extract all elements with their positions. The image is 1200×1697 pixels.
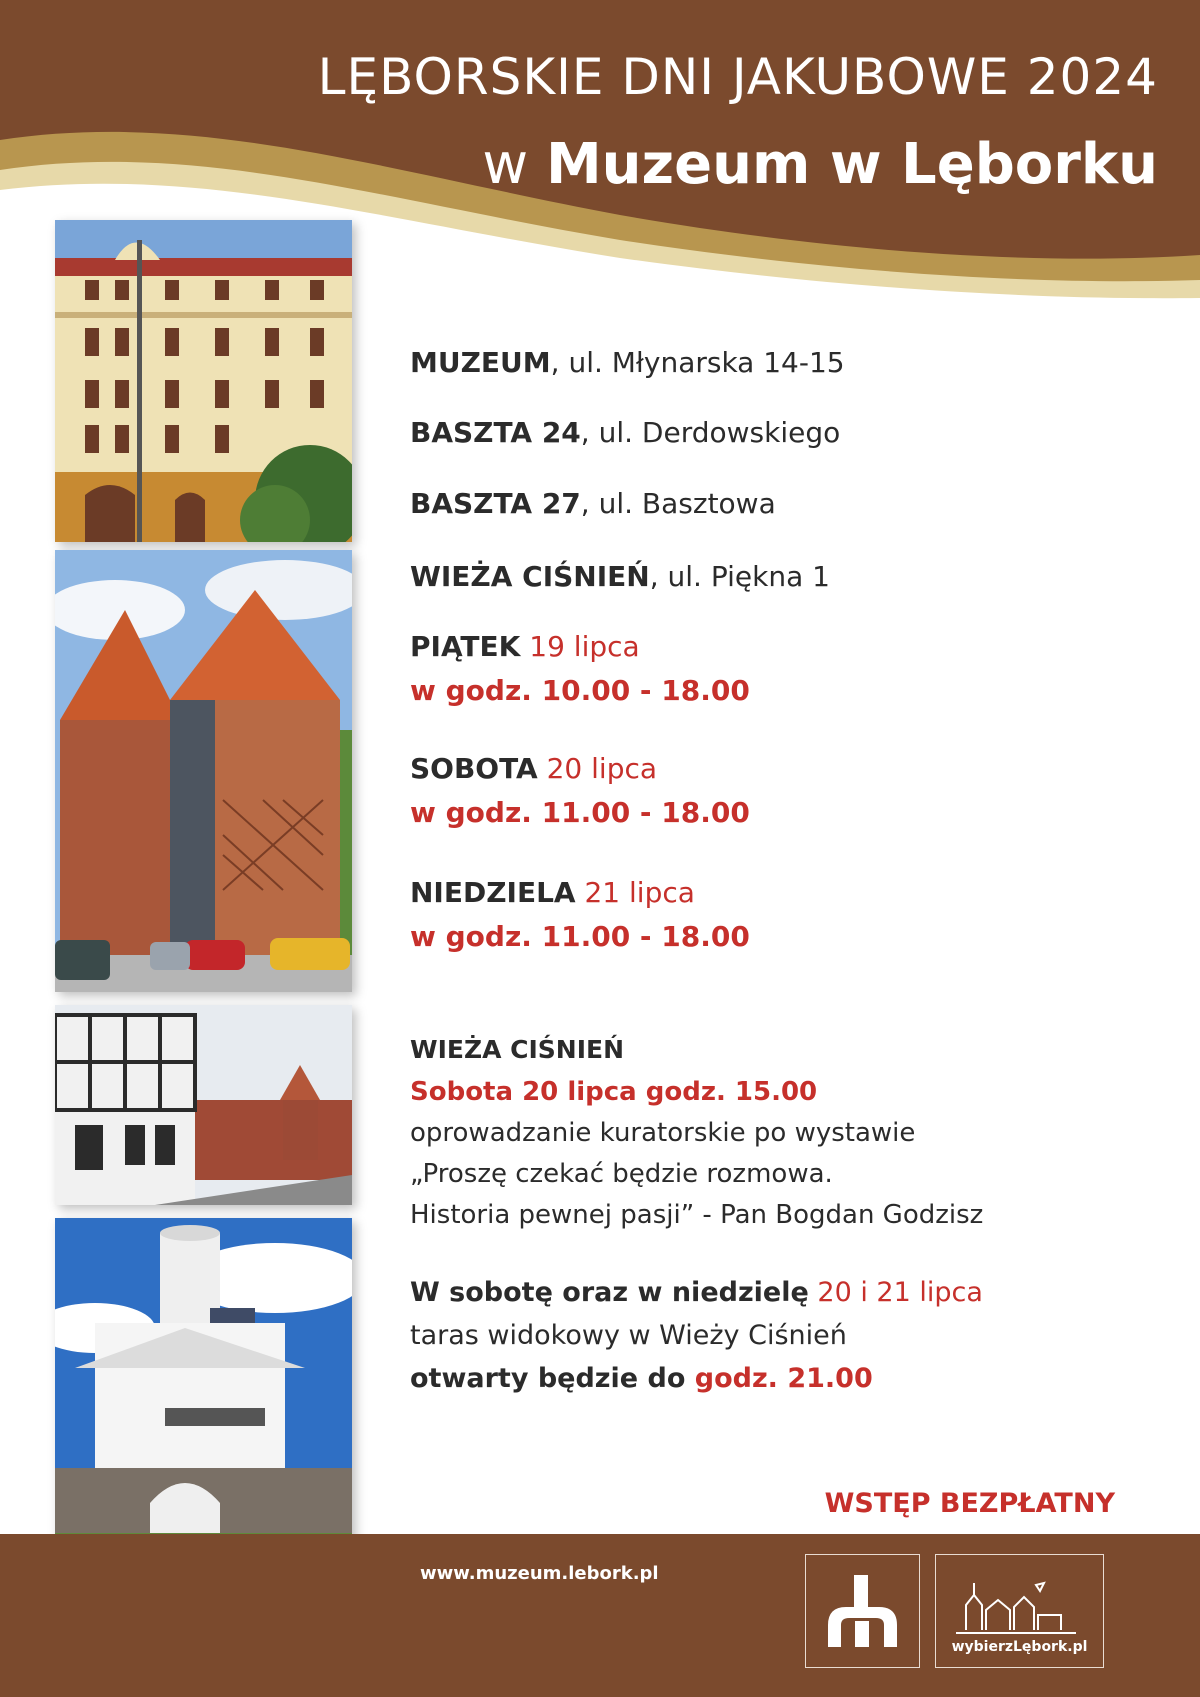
tour-heading: WIEŻA CIŚNIEŃ [410, 1035, 625, 1064]
schedule-sunday-hours: w godz. 11.00 - 18.00 [410, 920, 750, 953]
tour-when: Sobota 20 lipca godz. 15.00 [410, 1077, 818, 1107]
museum-logo [805, 1554, 920, 1668]
tour-line1: oprowadzanie kuratorskie po wystawie [410, 1118, 916, 1148]
location-museum: MUZEUM, ul. Młynarska 14-15 [410, 346, 845, 379]
terrace-line3: otwarty będzie do godz. 21.00 [410, 1363, 873, 1394]
tour-line3: Historia pewnej pasji” - Pan Bogdan Godzisz [410, 1200, 984, 1230]
museum-building-photo [55, 220, 352, 542]
wybierz-lebork-text: wybierzLębork.pl [951, 1639, 1088, 1655]
terrace-line2: taras widokowy w Wieży Ciśnień [410, 1320, 847, 1351]
wybierz-lebork-logo [935, 1554, 1104, 1668]
water-tower-photo [55, 1218, 352, 1558]
schedule-sunday-day: NIEDZIELA 21 lipca [410, 876, 695, 909]
location-baszta-27: BASZTA 27, ul. Basztowa [410, 487, 776, 520]
schedule-saturday-day: SOBOTA 20 lipca [410, 752, 658, 785]
schedule-friday-day: PIĄTEK 19 lipca [410, 630, 640, 663]
page-subtitle: w Muzeum w Lęborku [482, 132, 1158, 197]
schedule-saturday-hours: w godz. 11.00 - 18.00 [410, 796, 750, 829]
baszty-towers-photo [55, 550, 352, 992]
terrace-when: W sobotę oraz w niedzielę 20 i 21 lipca [410, 1277, 983, 1308]
location-baszta-24: BASZTA 24, ul. Derdowskiego [410, 416, 841, 449]
location-water-tower: WIEŻA CIŚNIEŃ, ul. Piękna 1 [410, 560, 830, 593]
schedule-friday-hours: w godz. 10.00 - 18.00 [410, 674, 750, 707]
free-entry-label: WSTĘP BEZPŁATNY [824, 1488, 1115, 1519]
tour-line2: „Proszę czekać będzie rozmowa. [410, 1159, 833, 1189]
page-title: LĘBORSKIE DNI JAKUBOWE 2024 [317, 48, 1158, 106]
website-link[interactable]: www.muzeum.lebork.pl [420, 1563, 659, 1584]
old-town-wall-photo [55, 1005, 352, 1205]
